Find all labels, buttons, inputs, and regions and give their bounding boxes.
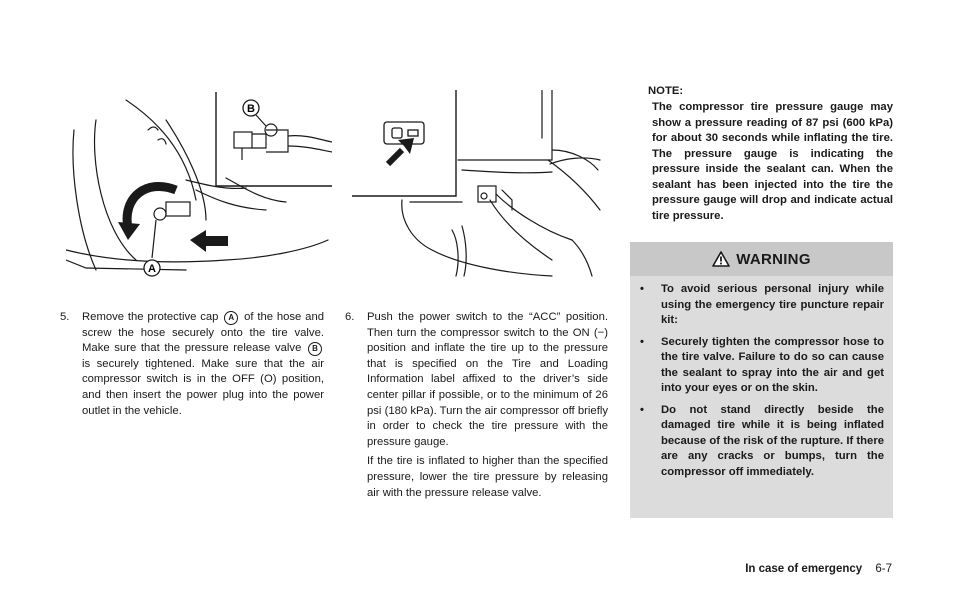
note-title: NOTE: (648, 85, 684, 97)
page-footer (745, 563, 892, 575)
step-number: 5. (60, 311, 70, 323)
compressor-switch-illustration (352, 90, 602, 278)
warning-header (630, 242, 893, 276)
step-5 (60, 310, 324, 419)
page-number: 6-7 (875, 563, 892, 575)
label-a: A (148, 263, 156, 275)
warning-list (630, 276, 893, 480)
step-text: of the hose and screw the hose securely onto the tire valve. Make sure that the pressure release valve (82, 311, 325, 355)
warning-item-text: To avoid serious personal injury while using the emergency tire puncture repair kit: (661, 283, 884, 326)
warning-box (630, 242, 893, 518)
warning-triangle-icon (712, 251, 730, 267)
step-number: 6. (345, 311, 355, 323)
warning-item-text: Do not stand directly beside the damaged tire while it is being inflated because of the risk of the rupture. If there are any cracks or bumps, turn the compressor off immediately. (661, 403, 884, 478)
hose-connection-illustration (66, 90, 332, 278)
note-body: The compressor tire pressure gauge may show a pressure reading of 87 psi (600 kPa) for about 30 seconds while inflating the tire. The pressure gauge is indicating the pressure inside the sealant can. When the sealant has been injected into the tire the pressure gauge will drop and indicate actual tire pressure. (652, 101, 893, 222)
callout-b: B (308, 342, 322, 356)
warning-item (640, 403, 884, 481)
step-6 (345, 310, 608, 505)
step-paragraph: If the tire is inflated to higher than the specified pressure, lower the tire pressure by releasing air with the pressure release valve. (367, 455, 608, 499)
step-text: is securely tightened. Make sure that the air compressor switch is in the OFF (O) position, and then insert the power plug into the power outlet in the vehicle. (82, 357, 324, 417)
warning-item-text: Securely tighten the compressor hose to the tire valve. Failure to do so can cause the sealant to spray into the air and get into your eyes or on the skin. (661, 335, 884, 394)
step-paragraph: Push the power switch to the “ACC” position. Then turn the compressor switch to the ON (−) position and inflate the tire up to the pressure that is specified on the Tire and Loading Information label affixed to the driver’s side center pillar if possible, or to the minimum of 26 psi (180 kPa). Turn the air compressor off briefly in order to check the tire pressure with the pressure gauge. (367, 311, 608, 448)
step-text: Remove the protective cap (82, 311, 219, 323)
warning-item (640, 282, 884, 329)
label-b: B (247, 103, 255, 115)
bullet: • (640, 403, 644, 416)
bullet: • (640, 283, 644, 295)
bullet: • (640, 335, 644, 348)
warning-item (640, 335, 884, 397)
warning-title: WARNING (736, 250, 811, 268)
callout-a: A (224, 311, 238, 325)
section-title: In case of emergency (745, 563, 863, 575)
